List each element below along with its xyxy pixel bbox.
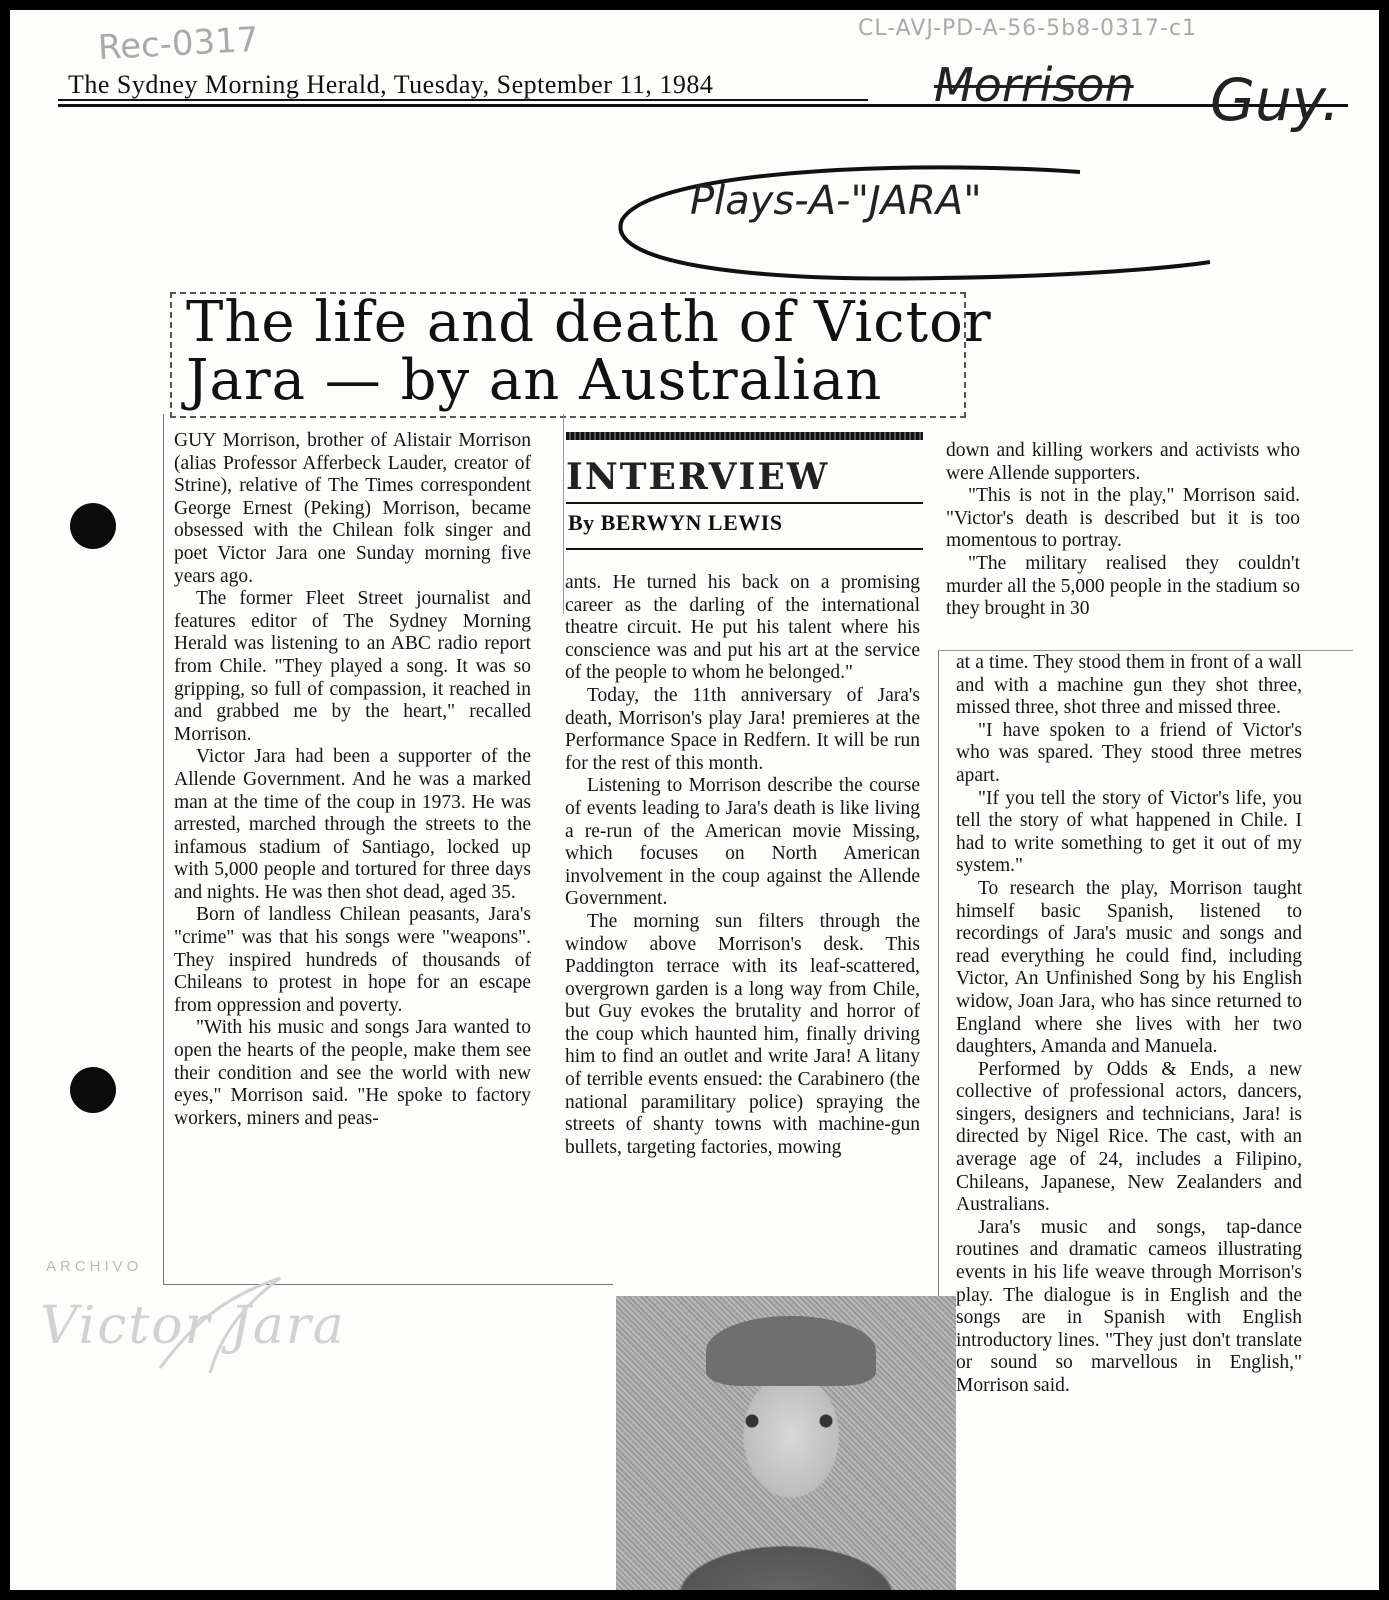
paragraph: The former Fleet Street journalist and features editor of The Sydney Morning Herald was listening to an ABC radio report from Chile. "They played a song. It was so gripping, so full of compassion, it reached in and grabbed me by the heart," recalled Morrison. <box>174 588 531 745</box>
record-mark: Rec-0317 <box>97 19 260 69</box>
clipping-edge-mid <box>563 414 564 614</box>
paragraph: To research the play, Morrison taught himself basic Spanish, listened to recordings of Jara's music and songs and read everything he could find, including Victor, An Unfinished Song by his English widow, Joan Jara, who has since returned to England where she lives with her two daughters, Amanda and Manuela. <box>956 877 1302 1058</box>
interview-top-rule <box>566 432 923 440</box>
paragraph: GUY Morrison, brother of Alistair Morrison (alias Professor Afferbeck Lauder, creator of Strine), relative of The Times correspondent George Ernest (Peking) Morrison, became obsessed with the Chilean folk singer and poet Victor Jara one Sunday morning five years ago. <box>174 430 531 587</box>
masthead: The Sydney Morning Herald, Tuesday, September 11, 1984 <box>68 70 714 99</box>
paragraph: ants. He turned his back on a promising career as the darling of the international theatre circuit. He put his talent where his conscience was and put his art at the service of the people to whom he belonged." <box>565 572 920 684</box>
paragraph: "I have spoken to a friend of Victor's who was spared. They stood three metres apart. <box>956 719 1302 786</box>
paragraph: Today, the 11th anniversary of Jara's death, Morrison's play Jara! premieres at the Performance Space in Redfern. It will be run for the rest of this month. <box>565 684 920 774</box>
portrait-photo <box>616 1296 956 1590</box>
paragraph: Victor Jara had been a supporter of the Allende Government. And he was a marked man at the time of the coup in 1973. He was arrested, marched through the streets to the infamous stadium of Santiago, locked up with 5,000 people and tortured for three days and nights. He was then shot dead, aged 35. <box>174 746 531 903</box>
punch-hole-bottom <box>70 1067 116 1113</box>
watermark-swoosh <box>150 1268 290 1378</box>
paragraph: Performed by Odds & Ends, a new collective of professional actors, dancers, singers, designers and technicians, Jara! is directed by Nigel Rice. The cast, with an average age of 24, includes a Filipino, Chileans, Japanese, New Zealanders and Australians. <box>956 1058 1302 1216</box>
paragraph: Jara's music and songs, tap-dance routines and dramatic cameos illustrating events in his life weave through Morrison's play. The dialogue is in English and the songs are in Spanish with English introductory lines. "They just don't translate or sound so marvellous in English," Morrison said. <box>956 1216 1302 1396</box>
article-column-3-bottom <box>956 652 1302 1398</box>
headline-line1: The life and death of Victor <box>186 290 992 355</box>
clipping-edge-notch <box>938 650 1353 651</box>
watermark-logo: Victor Jara <box>40 1296 346 1356</box>
paragraph: "The military realised they couldn't murder all the 5,000 people in the stadium so they brought in 30 <box>946 552 1300 620</box>
catalog-code: CL-AVJ-PD-A-56-5b8-0317-c1 <box>858 16 1198 41</box>
article-column-3-top <box>946 440 1300 621</box>
interview-mid-rule <box>566 502 923 504</box>
handwritten-name-struck: Morrison <box>934 58 1134 112</box>
paragraph: The morning sun filters through the window above Morrison's desk. This Paddington terrace with its leaf-scattered, overgrown garden is a long way from Chile, but Guy evokes the brutality and horror of the coup which haunted him, finally driving him to find an outlet and write Jara! A litany of terrible events ensued: the Carabinero (the national paramilitary police) spraying the streets of shanty towns with machine-gun bullets, targeting factories, mowing <box>565 910 920 1158</box>
document-page <box>10 10 1379 1590</box>
headline-line2: Jara — by an Australian <box>186 348 883 413</box>
article-column-1 <box>174 430 531 1130</box>
byline: By BERWYN LEWIS <box>568 510 783 535</box>
interview-label: INTERVIEW <box>566 456 830 498</box>
article-column-2 <box>565 572 920 1159</box>
handwritten-name: Guy. <box>1210 66 1340 134</box>
paragraph: Born of landless Chilean peasants, Jara's "crime" was that his songs were "weapons". They inspired hundreds of thousands of Chileans to protest in hope for an escape from oppression and poverty. <box>174 904 531 1016</box>
paragraph: Listening to Morrison describe the course of events leading to Jara's death is like living a re-run of the American movie Missing, which focuses on North American involvement in the coup against the Allende Government. <box>565 775 920 910</box>
handwritten-note: Plays-A-"JARA" <box>690 178 982 224</box>
punch-hole-top <box>70 503 116 549</box>
paragraph: "If you tell the story of Victor's life, you tell the story of what happened in Chile. I had to write something to get it out of my system." <box>956 787 1302 877</box>
interview-bottom-rule <box>566 548 923 550</box>
masthead-underline <box>58 99 868 101</box>
masthead-rule <box>58 104 1348 107</box>
paragraph: "This is not in the play," Morrison said. "Victor's death is described but it is too momentous to portray. <box>946 485 1300 552</box>
paragraph: down and killing workers and activists who were Allende supporters. <box>946 440 1300 484</box>
portrait-hair <box>706 1316 876 1386</box>
paragraph: "With his music and songs Jara wanted to open the hearts of the people, make them see their condition and see the world with new eyes," Morrison said. "He spoke to factory workers, miners and peas- <box>174 1017 531 1129</box>
paragraph: at a time. They stood them in front of a wall and with a machine gun they shot three, missed three, shot three and missed three. <box>956 652 1302 719</box>
clipping-edge-left <box>163 414 164 1284</box>
portrait-eyes <box>734 1414 844 1428</box>
watermark-label: ARCHIVO <box>46 1258 143 1275</box>
